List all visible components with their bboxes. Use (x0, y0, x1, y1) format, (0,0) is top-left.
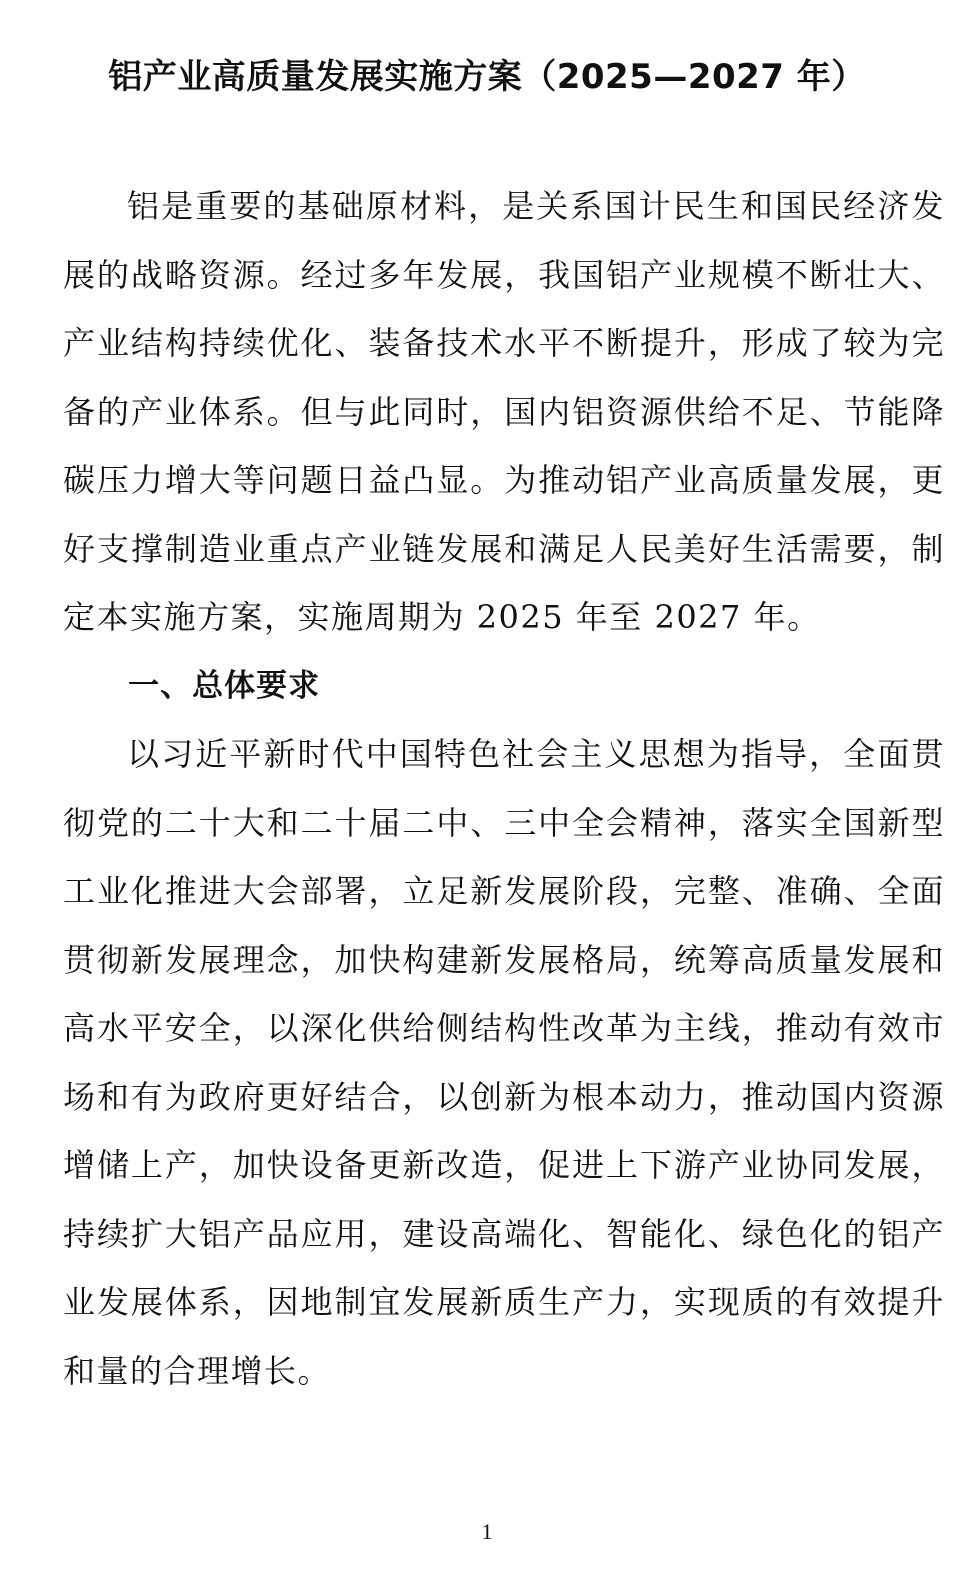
page-number: 1 (481, 1519, 493, 1544)
intro-paragraph: 铝是重要的基础原材料，是关系国计民生和国民经济发展的战略资源。经过多年发展，我国铝产业规模不断壮大、产业结构持续优化、装备技术水平不断提升，形成了较为完备的产业体系。但与此同时，国内铝资源供给不足、节能降碳压力增大等问题日益凸显。为推动铝产业高质量发展，更好支撑制造业重点产业链发展和满足人民美好生活需要，制定本实施方案，实施周期为 2025 年至 2027 年。 (63, 187, 945, 636)
document-title: 铝产业高质量发展实施方案（2025—2027 年） (108, 57, 866, 97)
general-requirements-paragraph: 以习近平新时代中国特色社会主义思想为指导，全面贯彻党的二十大和二十届二中、三中全会精神，落实全国新型工业化推进大会部署，立足新发展阶段，完整、准确、全面贯彻新发展理念，加快构建新发展格局，统筹高质量发展和高水平安全，以深化供给侧结构性改革为主线，推动有效市场和有为政府更好结合，以创新为根本动力，推动国内资源增储上产，加快设备更新改造，促进上下游产业协同发展，持续扩大铝产品应用，建设高端化、智能化、绿色化的铝产业发展体系，因地制宜发展新质生产力，实现质的有效提升和量的合理增长。 (63, 735, 945, 1390)
document-body (63, 172, 945, 1405)
section-heading-general-requirements: 一、总体要求 (128, 667, 321, 704)
